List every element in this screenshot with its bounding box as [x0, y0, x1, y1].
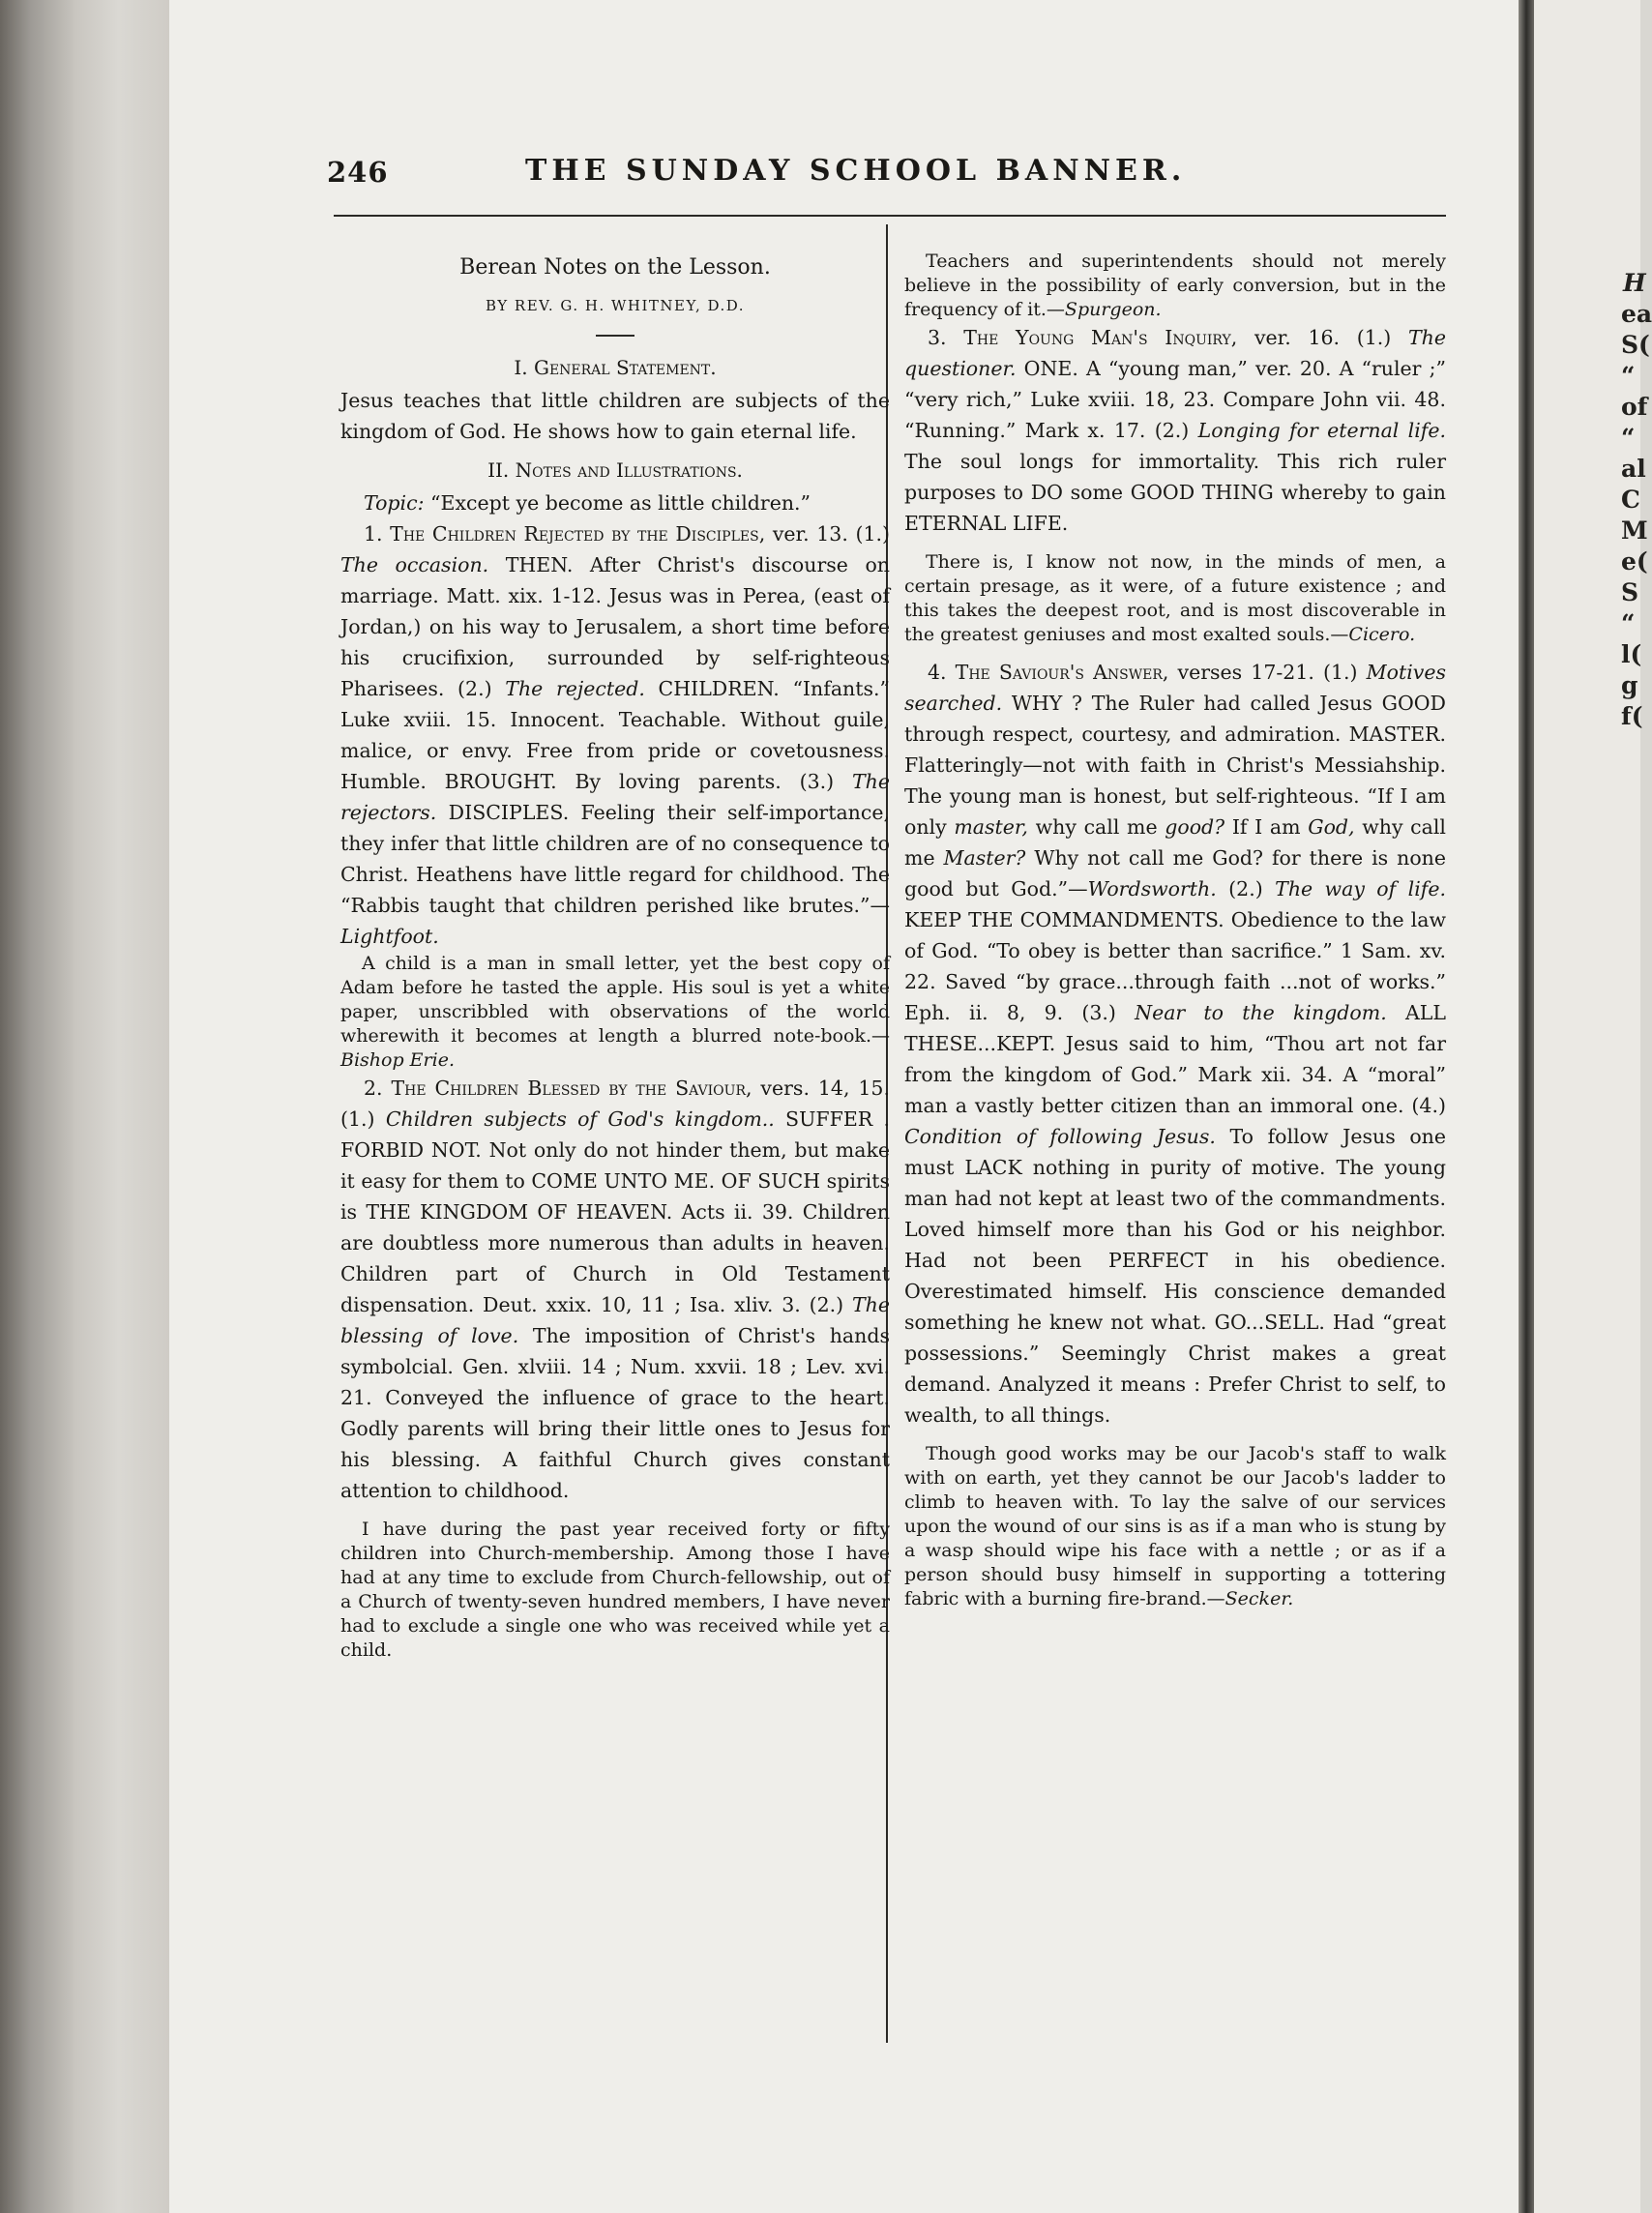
- emphasis: Longing for eternal life.: [1197, 419, 1446, 442]
- text-run: SUFFER . FORBID NOT. Not only do not hinder them, but make it easy for them to COME UNTO ME. OF SUCH spirits is THE KINGDOM OF HEAVEN. Acts ii. 39. Children are doubtless more numerous than adults in heaven. Children part of Church in Old Testament dispensation. Deut. xxix. 10, 11 ; Isa. xliv. 3. (2.): [340, 1107, 890, 1316]
- quote-secker: [904, 1442, 1446, 1611]
- next-page-fragment: “: [1621, 609, 1636, 637]
- adjacent-page-edge: [1534, 0, 1652, 2213]
- short-rule: [596, 335, 634, 337]
- emphasis: Master?: [943, 846, 1026, 870]
- heading-general-statement: I. General Statement.: [514, 356, 717, 379]
- text-run: The soul longs for immortality. This rich ruler purposes to DO some GOOD THING whereby to gain ETERNAL LIFE.: [904, 450, 1446, 535]
- text-run: To follow Jesus one must LACK nothing in purity of motive. The young man had not kept at least two of the commandments. Loved himself more than his God or his neighbor. Had not been PERFECT in his obedience. Overestimated himself. His conscience demanded something he knew not what. GO...SELL. Had “great possessions.” Seemingly Christ makes a great demand. Analyzed it means : Prefer Christ to self, to wealth, to all things.: [904, 1125, 1446, 1427]
- general-statement: Jesus teaches that little children are subjects of the kingdom of God. He shows how to gain eternal life.: [340, 389, 890, 443]
- header-rule: [334, 215, 1446, 217]
- text-run: CHILDREN. “Infants.” Luke xviii. 15. Innocent. Teachable. Without guile, malice, or envy. Free from pride or covetousness. Humble. BROUGHT. By loving parents. (3.): [340, 677, 891, 793]
- paragraph-young-mans-inquiry: [904, 322, 1446, 539]
- topic-line: [340, 487, 890, 518]
- quote-attribution: Bishop Erie.: [340, 1049, 455, 1071]
- quote-spurgeon: [904, 250, 1446, 322]
- text-run: vers. 14, 15. (1.): [340, 1077, 890, 1131]
- text-run: DISCIPLES. Feeling their self-importance, they infer that little children are of no consequence to Christ. Heathens have little regard for childhood. The “Rabbis taught that children perished like brutes.”—: [340, 801, 890, 917]
- text-run: why call me: [1027, 815, 1165, 839]
- quote-attribution: Secker.: [1224, 1588, 1294, 1609]
- quote-text: Though good works may be our Jacob's staff to walk with on earth, yet they cannot be our Jacob's ladder to climb to heaven with. To lay the salve of our services upon the wound of our sins is as if a man who is stung by a wasp should wipe his face with a nettle ; or as if a person should busy himself in supporting a tottering fabric with a burning fire-brand.—: [904, 1443, 1446, 1609]
- next-page-fragment: C: [1621, 486, 1640, 514]
- text-run: The imposition of Christ's hands symbolcial. Gen. xlviii. 14 ; Num. xxvii. 18 ; Lev. xvi. 21. Conveyed the influence of grace to the heart. Godly parents will bring their little ones to Jesus for his blessing. A faithful Church gives constant attention to childhood.: [340, 1324, 891, 1502]
- paragraph-children-rejected: [340, 518, 890, 952]
- text-run: verses 17-21. (1.): [1168, 661, 1367, 684]
- emphasis: good?: [1165, 815, 1225, 839]
- emphasis: The rejected.: [505, 677, 645, 700]
- quote-text: There is, I know not now, in the minds of men, a certain presage, as it were, of a future existence ; and this takes the deepest root, and is most discoverable in the greatest geniuses and most exalted souls.—: [904, 551, 1446, 645]
- right-column: [904, 250, 1446, 1611]
- text-run: ALL THESE...KEPT. Jesus said to him, “Thou art not far from the kingdom of God.” Mark xii. 34. A “moral” man a vastly better citizen than an immoral one. (4.): [904, 1001, 1446, 1117]
- book-gutter: [1519, 0, 1534, 2213]
- next-page-fragment: g: [1621, 671, 1638, 699]
- emphasis: Near to the kingdom.: [1135, 1001, 1387, 1024]
- text-run: THEN. After Christ's discourse on marriage. Matt. xix. 1-12. Jesus was in Perea, (east of Jordan,) on his way to Jerusalem, a short time before his crucifixion, surrounded by self-righteous Pharisees. (2.): [340, 553, 890, 700]
- byline: BY REV. G. H. WHITNEY, D.D.: [485, 297, 746, 314]
- paragraph-children-blessed: [340, 1073, 890, 1506]
- heading-notes: II. Notes and Illustrations.: [487, 458, 743, 482]
- next-page-fragment: “: [1621, 362, 1636, 390]
- next-page-fragment: al: [1621, 455, 1646, 483]
- text-run: ver. 13. (1.): [765, 522, 891, 546]
- text-run: ver. 16. (1.): [1237, 326, 1408, 349]
- emphasis: Wordsworth.: [1087, 877, 1217, 900]
- section-title: Berean Notes on the Lesson.: [459, 255, 771, 280]
- text-run: (2.): [1216, 877, 1276, 900]
- book-edge: [0, 0, 169, 2213]
- emphasis: The way of life.: [1275, 877, 1446, 900]
- running-title: THE SUNDAY SCHOOL BANNER.: [525, 154, 1187, 188]
- quote-bishop-erie: [340, 952, 890, 1073]
- next-page-fragment: of: [1621, 393, 1648, 421]
- quote-attribution: Cicero.: [1348, 624, 1416, 645]
- topic-label: Topic:: [364, 491, 425, 515]
- next-page-fragment: “: [1621, 424, 1636, 452]
- next-page-fragment: l(: [1621, 640, 1642, 668]
- text-run: KEEP THE COMMANDMENTS. Obedience to the law of God. “To obey is better than sacrifice.” 1 Sam. xv. 22. Saved “by grace...through faith ...not of works.” Eph. ii. 8, 9. (3.): [904, 908, 1446, 1024]
- emphasis: The occasion.: [340, 553, 489, 576]
- next-page-fragment: S(: [1621, 331, 1650, 359]
- paragraph-heading: 4. The Saviour's Answer,: [928, 661, 1169, 684]
- emphasis: master,: [954, 815, 1028, 839]
- paragraph-saviours-answer: [904, 657, 1446, 1431]
- text-run: why call me: [904, 815, 1446, 870]
- paragraph-heading: 2. The Children Blessed by the Saviour,: [364, 1077, 752, 1100]
- emphasis: Motives searched.: [904, 661, 1447, 715]
- quote-attribution: Spurgeon.: [1064, 299, 1162, 320]
- emphasis: The blessing of love.: [340, 1293, 890, 1347]
- emphasis: The rejectors.: [340, 770, 890, 824]
- quote-cicero: [904, 550, 1446, 647]
- text-run: ONE. A “young man,” ver. 20. A “ruler ;” “very rich,” Luke xviii. 18, 23. Compare John vii. 48. “Running.” Mark x. 17. (2.): [904, 357, 1446, 442]
- text-run: If I am: [1224, 815, 1309, 839]
- emphasis: The questioner.: [904, 326, 1446, 380]
- next-page-fragment: M: [1621, 516, 1648, 545]
- quote-text: Teachers and superintendents should not merely believe in the possibility of early conversion, but in the frequency of it.—: [904, 251, 1446, 320]
- next-page-fragment: S: [1621, 578, 1639, 606]
- emphasis: Condition of following Jesus.: [904, 1125, 1216, 1148]
- page-header: [327, 156, 1280, 200]
- emphasis: God,: [1308, 815, 1355, 839]
- left-column: [340, 250, 890, 1663]
- emphasis: Lightfoot.: [340, 925, 439, 948]
- topic-text: “Except ye become as little children.”: [430, 491, 811, 515]
- text-run: Why not call me God? for there is none good but God.”—: [904, 846, 1446, 900]
- emphasis: Children subjects of God's kingdom..: [385, 1107, 775, 1131]
- quote-church-membership: I have during the past year received forty or fifty children into Church-membership. Among those I have had at any time to exclude from Church-fellowship, out of a Church of twenty-seven hundred members, I have never had to exclude a single one who was received while yet a child.: [340, 1519, 890, 1661]
- next-page-fragment: ea: [1621, 300, 1652, 328]
- paragraph-heading: 1. The Children Rejected by the Disciples,: [364, 522, 766, 546]
- quote-text: A child is a man in small letter, yet the best copy of Adam before he tasted the apple. His soul is yet a white paper, unscribbled with observations of the world wherewith it becomes at length a blurred note-book.—: [340, 953, 890, 1047]
- next-page-fragment: e(: [1621, 547, 1648, 575]
- text-run: WHY ? The Ruler had called Jesus GOOD through respect, courtesy, and admiration. MASTER. Flatteringly—not with faith in Christ's Messiahship. The young man is honest, but self-righteous. “If I am only: [904, 692, 1446, 839]
- paragraph-heading: 3. The Young Man's Inquiry,: [928, 326, 1238, 349]
- page-number: 246: [327, 156, 389, 189]
- next-page-fragment: f(: [1621, 702, 1643, 730]
- next-page-fragment: H: [1623, 269, 1646, 297]
